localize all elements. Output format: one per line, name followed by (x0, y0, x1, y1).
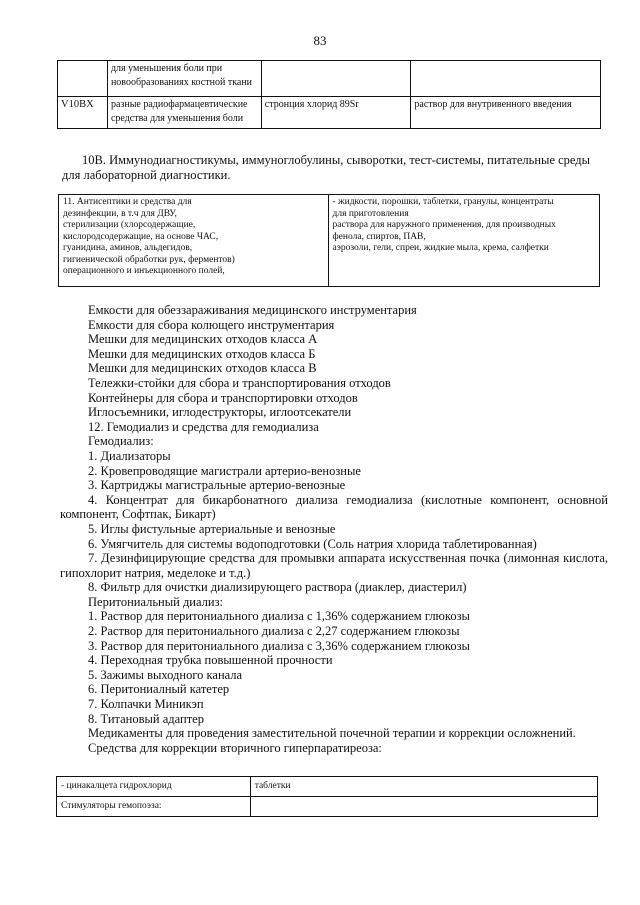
list-item: 5. Зажимы выходного канала (88, 667, 243, 682)
cell-line: аэрозоли, гели, спреи, жидкие мыла, крема, салфетки (332, 243, 549, 253)
table-row (58, 97, 601, 129)
table-row (57, 777, 598, 797)
cell-line: кислородсодержащие, на основе ЧАС, (63, 231, 219, 242)
list-item: 5. Иглы фистульные артериальные и венозные (88, 521, 336, 536)
cell-line: для приготовления (332, 208, 409, 219)
table-cell-name: разные радиофармацевтические средства для уменьшения боли (107, 97, 261, 129)
list-item: 2. Кровепроводящие магистрали артерио-венозные (88, 463, 361, 478)
list-item: Контейнеры для сбора и транспортировки отходов (88, 390, 358, 405)
cell-line: 11. Антисептики и средства для (63, 197, 192, 207)
cell-line: раствора для наружного применения, для производных (332, 220, 556, 230)
section-heading-10b: 10В. Иммунодиагностикумы, иммуноглобулины, сыворотки, тест-системы, питательные среды для лабораторной диагностики. (62, 153, 591, 182)
list-item: Мешки для медицинских отходов класса Б (88, 346, 316, 361)
list-item: 7. Колпачки Миникэп (88, 697, 204, 712)
list-item: Мешки для медицинских отходов класса А (88, 332, 318, 347)
table-cell-code (58, 61, 108, 97)
supplies-list (60, 303, 608, 755)
list-item: 6. Умягчитель для системы водоподготовки (Соль натрия хлорида таблетированная) (88, 536, 537, 551)
table-row (58, 61, 601, 97)
cell-line: операционного и инъекционного полей, (63, 266, 225, 276)
list-item: Иглосъемники, иглодеструкторы, иглоотсекатели (88, 405, 352, 420)
list-item: Тележки-стойки для сбора и транспортирования отходов (88, 375, 391, 390)
table-row (57, 797, 598, 817)
list-item: Средства для коррекции вторичного гиперпаратиреоза: (88, 740, 382, 755)
list-item: 4. Концентрат для бикарбонатного диализа гемодиализа (кислотные компонент, основной компонент, Софтпак, Бикарт) (60, 492, 608, 522)
list-item: 8. Титановый адаптер (88, 711, 204, 726)
cell-line: дезинфекции, в т.ч для ДВУ, (63, 208, 177, 219)
list-item: 2. Раствор для перитониального диализа с 2,27 содержанием глюкозы (88, 624, 460, 639)
list-item: 6. Перитониалный катетер (88, 682, 230, 697)
table-cell-form (250, 797, 597, 817)
table-cell-name: для уменьшения боли при новообразованиях костной ткани (107, 61, 261, 97)
table-row (59, 195, 600, 287)
antiseptics-table (58, 194, 600, 287)
table-cell-name: - цинакалцета гидрохлорид (57, 777, 251, 797)
cell-line: стерилизации (хлорсодержащие, (63, 220, 196, 230)
list-item: Мешки для медицинских отходов класса В (88, 361, 317, 376)
list-item: 8. Фильтр для очистки диализирующего раствора (диаклер, диастерил) (88, 580, 467, 595)
list-item: 4. Переходная трубка повышенной прочности (88, 653, 333, 668)
cell-line: гуанидина, аминов, альдегидов, (63, 243, 193, 253)
cell-line: фенола, спиртов, ПАВ, (332, 231, 426, 242)
drug-table-bottom (56, 776, 598, 817)
table-cell-substance: стронция хлорид 89Sr (261, 97, 411, 129)
antiseptics-forms-cell (328, 195, 599, 287)
cell-line: - жидкости, порошки, таблетки, гранулы, концентраты (332, 197, 554, 207)
list-item: 7. Дезинфицирующие средства для промывки аппарата искусственная почка (лимонная кислота, гипохлорит натрия, меделоке и т.д.) (60, 551, 608, 580)
list-item: 12. Гемодиализ и средства для гемодиализа (88, 419, 319, 434)
cell-line: гигиенической обработки рук, ферментов) (63, 254, 235, 265)
table-cell-name: Стимуляторы гемопоэза: (57, 797, 251, 817)
list-item: 1. Раствор для перитониального диализа с 1,36% содержанием глюкозы (88, 609, 470, 624)
list-item: Емкости для сбора колющего инструментария (88, 317, 335, 332)
page-number: 83 (313, 33, 327, 48)
list-item: Медикаменты для проведения заместительной почечной терапии и коррекции осложнений. (88, 726, 576, 741)
list-item: Перитониальный диализ: (88, 594, 223, 609)
table-cell-code: V10BX (58, 97, 108, 129)
antiseptics-category-cell (59, 195, 329, 287)
list-item: Гемодиализ: (88, 434, 154, 449)
list-item: 1. Диализаторы (88, 448, 171, 463)
list-item: 3. Картриджы магистральные артерио-венозные (88, 478, 346, 493)
table-cell-substance (261, 61, 411, 97)
table-cell-form: раствор для внутривенного введения (411, 97, 601, 129)
table-cell-form: таблетки (250, 777, 597, 797)
list-item: Емкости для обеззараживания медицинского инструментария (88, 303, 417, 317)
drug-table-top (57, 60, 601, 129)
table-cell-form (411, 61, 601, 97)
list-item: 3. Раствор для перитониального диализа с 3,36% содержанием глюкозы (88, 638, 470, 653)
